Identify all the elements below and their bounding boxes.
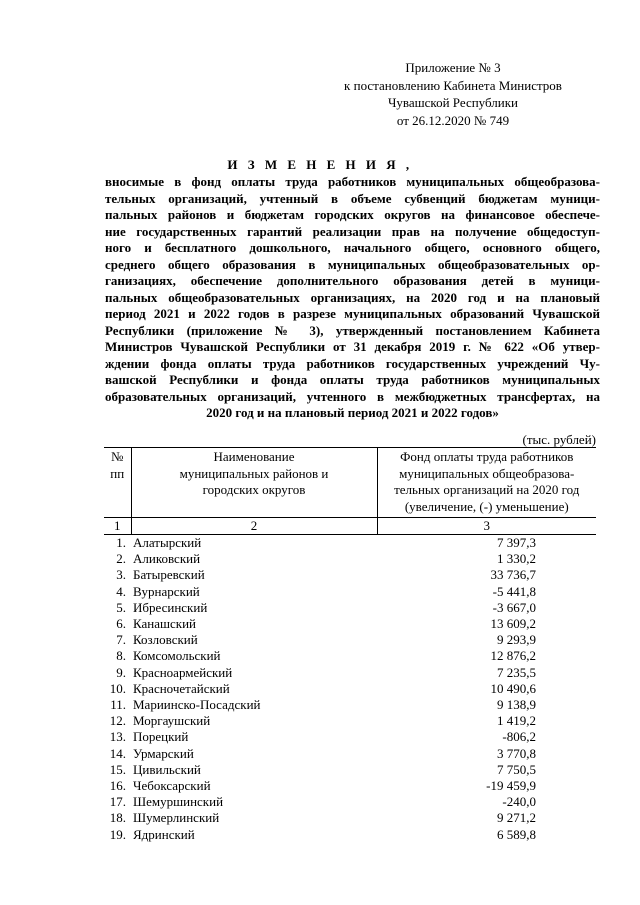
heading-line: Министров Чувашской Республики от 31 декабря 2019 г. № 622 «Об утвер- — [105, 339, 600, 354]
row-district-name: Красноармейский — [133, 664, 233, 680]
heading-line: ние государственных гарантий реализации прав на получение общедоступ- — [105, 223, 600, 239]
row-district-name: Урмарский — [133, 745, 194, 761]
heading-line: вашской Республики и фонда оплаты труда работников муниципальных — [105, 372, 600, 387]
row-value-cell — [377, 665, 596, 681]
row-district-name: Шумерлинский — [133, 810, 220, 826]
table-row — [104, 551, 596, 567]
row-value-cell — [377, 810, 596, 826]
heading-line: Республики (приложение № 3), утвержденный постановлением Кабинета — [105, 322, 600, 338]
table-row — [104, 794, 596, 810]
table-header-row — [104, 448, 596, 518]
header-value-text: Фонд оплаты труда работников муниципальных общеобразова-тельных организаций на 2020 год (увеличение, (-) уменьшение) — [394, 449, 580, 514]
row-value: -5 441,8 — [492, 583, 536, 599]
appendix-block — [308, 59, 598, 129]
numbering-cell: 3 — [377, 518, 596, 535]
row-number: 3. — [116, 567, 126, 583]
header-value — [377, 448, 596, 518]
table-row — [104, 729, 596, 745]
row-value-cell — [377, 697, 596, 713]
row-number: 19. — [109, 826, 126, 842]
heading-line: период 2021 и 2022 годов в разрезе муниципальных образований Чувашской — [105, 306, 600, 321]
heading-line: ного и бесплатного дошкольного, начального общего, основного общего, — [105, 240, 600, 255]
row-district-name: Батыревский — [133, 567, 205, 583]
table-row — [104, 632, 596, 648]
row-value-cell — [377, 567, 596, 583]
table-row — [104, 762, 596, 778]
table-row — [104, 827, 596, 843]
row-district-name: Ядринский — [133, 826, 195, 842]
table-row — [104, 778, 596, 794]
row-number: 1. — [116, 535, 126, 550]
row-value: 7 750,5 — [497, 761, 536, 777]
units-label: (тыс. рублей) — [522, 432, 596, 447]
row-number: 4. — [116, 583, 126, 599]
row-district-name: Алатырский — [133, 535, 202, 550]
table-row — [104, 697, 596, 713]
data-table — [104, 447, 596, 843]
row-value: 9 138,9 — [497, 697, 536, 713]
row-number: 11. — [110, 697, 126, 713]
row-number: 13. — [109, 729, 126, 745]
header-number — [104, 448, 131, 518]
table-numbering-row — [104, 518, 596, 535]
row-value-cell — [377, 713, 596, 729]
document-heading-body — [105, 174, 600, 422]
table-row — [104, 713, 596, 729]
table-row — [104, 616, 596, 632]
row-district-name: Красночетайский — [133, 680, 230, 696]
row-number: 12. — [109, 713, 126, 729]
table-row — [104, 535, 596, 552]
row-value-cell — [377, 600, 596, 616]
row-district-name: Канашский — [133, 616, 197, 632]
header-name — [131, 448, 377, 518]
appendix-line: Приложение № 3 — [405, 60, 501, 75]
row-value: 6 589,8 — [497, 826, 536, 842]
row-district-name: Аликовский — [133, 551, 201, 567]
row-number: 18. — [109, 810, 126, 826]
row-district-name: Мариинско-Посадский — [133, 697, 261, 713]
row-value: 7 235,5 — [497, 664, 536, 680]
table-row — [104, 681, 596, 697]
row-value: -806,2 — [502, 729, 536, 745]
row-value-cell — [377, 648, 596, 664]
row-value: 1 419,2 — [497, 713, 536, 729]
table-row — [104, 746, 596, 762]
appendix-line: от 26.12.2020 № 749 — [396, 112, 510, 128]
row-district-name: Ибресинский — [133, 599, 208, 615]
row-number: 9. — [116, 664, 126, 680]
row-district-name: Цивильский — [133, 761, 201, 777]
heading-line: ганизациях, обеспечение дополнительного образования детей в муници- — [105, 273, 600, 288]
row-number: 2. — [116, 551, 126, 567]
table-row — [104, 648, 596, 664]
row-value: 10 490,6 — [490, 680, 536, 696]
table-body — [104, 448, 596, 843]
row-value-cell — [377, 616, 596, 632]
row-number: 7. — [116, 632, 126, 648]
row-value: 13 609,2 — [490, 616, 536, 632]
header-name-text: Наименование муниципальных районов и городских округов — [179, 449, 329, 497]
row-value: -19 459,9 — [486, 778, 536, 794]
row-district-name: Моргаушский — [133, 713, 211, 729]
row-district-name: Чебоксарский — [133, 778, 211, 794]
row-value-cell — [377, 746, 596, 762]
row-district-name: Порецкий — [133, 729, 189, 745]
numbering-cell: 2 — [131, 518, 377, 535]
heading-line: ждении фонда оплаты труда работников государственных учреждений Чу- — [105, 355, 600, 371]
row-value-cell — [377, 729, 596, 745]
row-value: 12 876,2 — [490, 648, 536, 664]
row-value-cell — [377, 584, 596, 600]
row-value: 9 271,2 — [497, 810, 536, 826]
row-district-name: Комсомольский — [133, 648, 221, 664]
row-number: 8. — [116, 648, 126, 664]
table-row — [104, 600, 596, 616]
table-row — [104, 584, 596, 600]
row-district-name: Вурнарский — [133, 583, 200, 599]
row-number: 16. — [109, 778, 126, 794]
row-number: 6. — [116, 616, 126, 632]
row-number: 15. — [109, 761, 126, 777]
heading-line: пальных районов и бюджетам городских округов на финансовое обеспече- — [105, 207, 600, 222]
row-value: 7 397,3 — [497, 535, 536, 550]
heading-line: образовательных организаций, учтенного в межбюджетных трансфертах, на — [105, 388, 600, 404]
table-row — [104, 665, 596, 681]
row-value-cell — [377, 778, 596, 794]
row-district-name: Шемуршинский — [133, 794, 224, 810]
row-number: 5. — [116, 599, 126, 615]
row-value: 1 330,2 — [497, 551, 536, 567]
row-number: 17. — [109, 794, 126, 810]
table-row — [104, 567, 596, 583]
appendix-line: Чувашской Республики — [387, 95, 519, 110]
row-value: 3 770,8 — [497, 745, 536, 761]
row-value-cell — [377, 827, 596, 843]
heading-line: вносимые в фонд оплаты труда работников муниципальных общеобразова- — [105, 174, 600, 189]
row-value-cell — [377, 681, 596, 697]
row-value-cell — [377, 535, 596, 552]
row-value-cell — [377, 762, 596, 778]
document-title: И З М Е Н Е Н И Я , — [227, 157, 413, 172]
row-value-cell — [377, 632, 596, 648]
row-district-name: Козловский — [133, 632, 198, 648]
row-number: 14. — [109, 745, 126, 761]
row-number: 10. — [109, 680, 126, 696]
heading-line: пальных общеобразовательных организациях, на 2020 год и на плановый — [105, 289, 600, 305]
row-value: -3 667,0 — [492, 599, 536, 615]
heading-line: 2020 год и на плановый период 2021 и 2022 годов» — [206, 405, 499, 420]
heading-line: тельных организаций, учтенный в объеме субвенций бюджетам муници- — [105, 190, 600, 206]
header-number-text: № пп — [110, 449, 125, 481]
row-value-cell — [377, 551, 596, 567]
appendix-line: к постановлению Кабинета Министров — [344, 77, 562, 93]
row-value: 33 736,7 — [490, 567, 536, 583]
heading-line: среднего общего образования в муниципальных общеобразовательных ор- — [105, 256, 600, 272]
table-row — [104, 810, 596, 826]
row-value: 9 293,9 — [497, 632, 536, 648]
row-value-cell — [377, 794, 596, 810]
numbering-cell: 1 — [104, 518, 131, 535]
row-value: -240,0 — [502, 794, 536, 810]
